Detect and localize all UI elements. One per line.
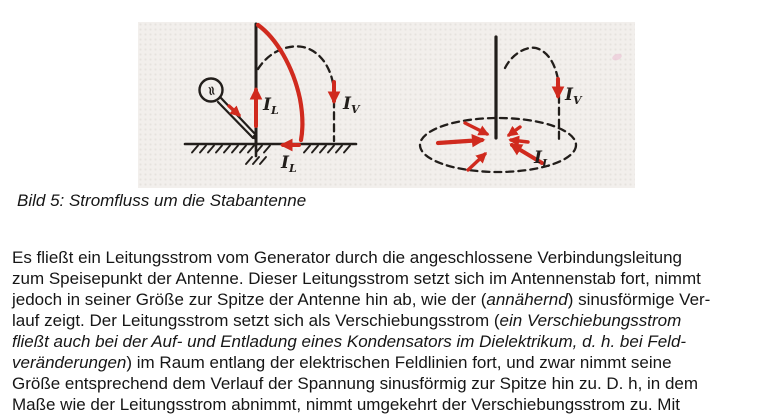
text-segment-italic: fließt auch bei der Auf- und Entladung eines Kondensators im Dielektrikum, d. h. bei Feld- xyxy=(12,332,687,351)
text-segment: Es fließt ein Leitungsstrom vom Generator durch die angeschlossene Verbindungsleitung xyxy=(12,248,682,267)
text-line xyxy=(12,310,762,331)
text-line xyxy=(12,268,762,289)
text-line xyxy=(12,352,762,373)
radial-current-arrows xyxy=(438,123,542,170)
figure-caption xyxy=(17,190,306,212)
text-line xyxy=(12,331,762,352)
text-segment: ) im Raum entlang der elektrischen Feldlinien fort, und zwar nimmt seine xyxy=(126,353,672,372)
text-segment: lauf zeigt. Der Leitungsstrom setzt sich als Verschiebungsstrom ( xyxy=(12,311,500,330)
label-iv-right: $I_V$ xyxy=(565,85,582,107)
generator-symbol: ≈ xyxy=(202,84,220,98)
text-line xyxy=(12,247,762,268)
right-diagram xyxy=(420,37,623,172)
text-segment-italic: veränderungen xyxy=(12,353,127,372)
ground-ellipse-dashed xyxy=(420,118,576,172)
current-distribution-curve xyxy=(258,25,302,140)
figure-caption-text: Bild 5: Stromfluss um die Stabantenne xyxy=(17,191,307,210)
left-diagram xyxy=(185,24,361,175)
text-segment-italic: ein Verschiebungsstrom xyxy=(499,311,682,330)
feed-line xyxy=(218,98,256,138)
text-line xyxy=(12,394,762,414)
text-line xyxy=(12,373,762,394)
label-il-rod: $I_L$ xyxy=(263,95,279,117)
feed-junction xyxy=(253,135,258,140)
text-segment: ) sinusförmige Ver- xyxy=(567,290,711,309)
text-segment: zum Speisepunkt der Antenne. Dieser Leitungsstrom setzt sich im Antennenstab fort, nimmt xyxy=(12,269,701,288)
field-line-dashed-right xyxy=(505,48,559,141)
text-segment-italic: annähernd xyxy=(486,290,568,309)
antenna-diagram xyxy=(138,22,635,188)
text-segment: Größe entsprechend dem Verlauf der Spannung sinusförmig zur Spitze hin zu. D. h, in dem xyxy=(12,374,699,393)
label-il-ground: $I_L$ xyxy=(281,153,297,175)
label-iv-left: $I_V$ xyxy=(343,94,360,116)
text-segment: jedoch in seiner Größe zur Spitze der Antenne hin ab, wie der ( xyxy=(12,290,487,309)
ground-hatching xyxy=(192,146,350,153)
label-il-right: $I_L$ xyxy=(534,148,550,170)
scan-smudge xyxy=(611,52,622,61)
body-paragraph xyxy=(12,247,762,414)
earth-symbol xyxy=(246,157,266,164)
field-line-dashed xyxy=(258,46,334,141)
text-line xyxy=(12,289,762,310)
text-segment: Maße wie der Leitungsstrom abnimmt, nimmt umgekehrt der Verschiebungsstrom zu. Mit xyxy=(12,395,680,414)
figure-scan xyxy=(138,22,635,188)
